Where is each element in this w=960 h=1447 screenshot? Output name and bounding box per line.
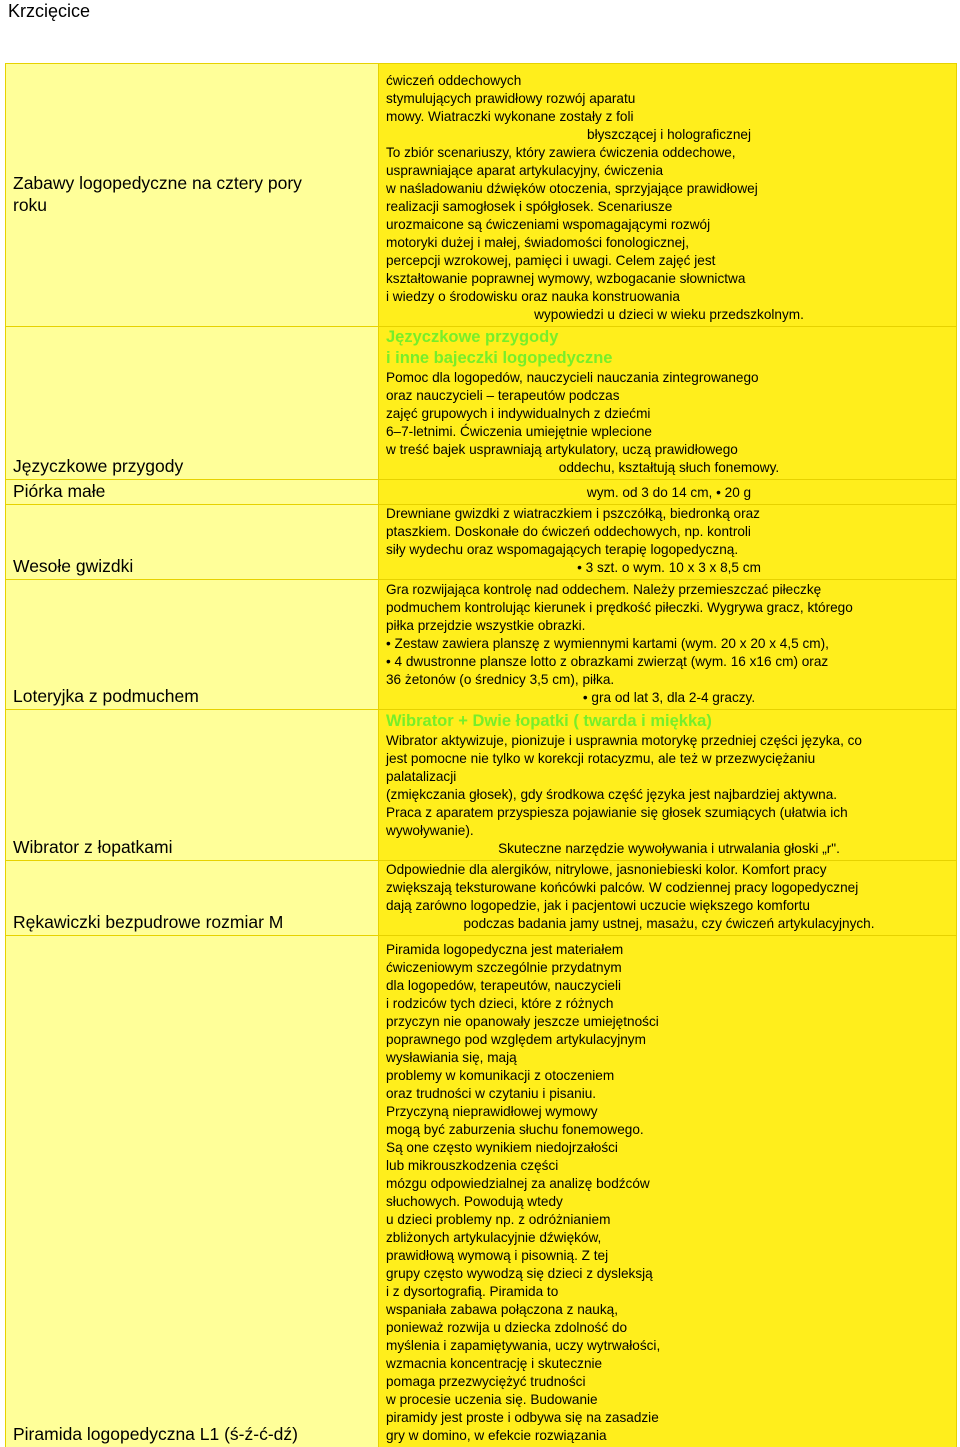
desc-line: 6–7-letnimi. Ćwiczenia umiejętnie wplecione (386, 424, 652, 439)
product-name-cell (6, 480, 379, 505)
desc-line: podczas badania jamy ustnej, masażu, czy ćwiczeń artykulacyjnych. (463, 916, 875, 931)
product-table (5, 63, 957, 1447)
desc-line: Skuteczne narzędzie wywoływania i utrwalania głoski „r". (498, 841, 840, 856)
desc-line: Pomoc dla logopedów, nauczycieli nauczania zintegrowanego (386, 370, 759, 385)
desc-line: wysławiania się, mają (386, 1050, 517, 1065)
product-name: Piramida logopedyczna L1 (ś-ź-ć-dź) (13, 1424, 298, 1444)
desc-line: zwiększają teksturowane końcówki palców. W codziennej pracy logopedycznej (386, 880, 859, 895)
desc-line: w treść bajek usprawniają artykulatory, uczą prawidłowego (386, 442, 738, 457)
desc-line: Drewniane gwizdki z wiatraczkiem i pszczółką, biedronką oraz (386, 506, 760, 521)
page-title: Krzcięcice (8, 1, 91, 21)
desc-line: jest pomocne nie tylko w korekcji rotacyzmu, ale też w przezwyciężaniu (386, 751, 816, 766)
product-description-cell (379, 480, 957, 505)
product-heading: Języczkowe przygody (386, 328, 559, 346)
desc-line: Piramida logopedyczna jest materiałem (386, 942, 624, 957)
desc-line: Przyczyną nieprawidłowej wymowy (386, 1104, 598, 1119)
product-description-cell (379, 64, 957, 327)
desc-line: oraz nauczycieli – terapeutów podczas (386, 388, 620, 403)
desc-line: i wiedzy o środowisku oraz nauka konstruowania (386, 289, 680, 304)
desc-line: ćwiczeniowym szczególnie przydatnym (386, 960, 622, 975)
table-row (6, 710, 957, 861)
desc-line: pomaga przezwyciężyć trudności (386, 1374, 586, 1389)
desc-line: stymulujących prawidłowy rozwój aparatu (386, 91, 636, 106)
desc-line: Gra rozwijająca kontrolę nad oddechem. Należy przemieszczać piłeczkę (386, 582, 822, 597)
desc-line: percepcji wzrokowej, pamięci i uwagi. Celem zajęć jest (386, 253, 716, 268)
desc-line: wzmacnia koncentrację i skutecznie (386, 1356, 603, 1371)
product-description-cell (379, 505, 957, 580)
product-name-cell (6, 861, 379, 936)
desc-line: błyszczącej i holograficznej (587, 127, 751, 142)
desc-line: mogą być zaburzenia słuchu fonemowego. (386, 1122, 644, 1137)
product-description-cell (379, 936, 957, 1447)
desc-line: i z dysortografią. Piramida to (386, 1284, 559, 1299)
desc-line: oraz trudności w czytaniu i pisaniu. (386, 1086, 597, 1101)
desc-line: myślenia i zapamiętywania, uczy wytrwałości, (386, 1338, 661, 1353)
desc-line: • Zestaw zawiera planszę z wymiennymi kartami (wym. 20 x 20 x 4,5 cm), (386, 636, 829, 651)
product-name-cell (6, 936, 379, 1447)
product-name-cell (6, 710, 379, 861)
product-name: Piórka małe (13, 481, 106, 501)
desc-line: Odpowiednie dla alergików, nitrylowe, jasnoniebieski kolor. Komfort pracy (386, 862, 827, 877)
desc-line: w naśladowaniu dźwięków otoczenia, sprzyjające prawidłowej (386, 181, 758, 196)
desc-line: kształtowanie poprawnej wymowy, wzbogacanie słownictwa (386, 271, 746, 286)
desc-line: mowy. Wiatraczki wykonane zostały z foli (386, 109, 634, 124)
desc-line: ponieważ rozwija u dziecka zdolność do (386, 1320, 628, 1335)
product-name: Wesołe gwizdki (13, 556, 134, 576)
table-row (6, 505, 957, 580)
product-name: Zabawy logopedyczne na cztery pory (13, 173, 302, 193)
desc-line: • 3 szt. o wym. 10 x 3 x 8,5 cm (577, 560, 761, 575)
desc-line: grupy często wywodzą się dzieci z dysleksją (386, 1266, 653, 1281)
desc-line: wypowiedzi u dzieci w wieku przedszkolnym. (534, 307, 804, 322)
desc-line: motoryki dużej i małej, świadomości fonologicznej, (386, 235, 689, 250)
desc-line: dają zarówno logopedzie, jak i pacjentowi uczucie większego komfortu (386, 898, 810, 913)
desc-line: ćwiczeń oddechowych (386, 73, 522, 88)
desc-line: piramidy jest proste i odbywa się na zasadzie (386, 1410, 659, 1425)
desc-line: problemy w komunikacji z otoczeniem (386, 1068, 615, 1083)
desc-line: • 4 dwustronne plansze lotto z obrazkami zwierząt (wym. 16 x16 cm) oraz (386, 654, 829, 669)
product-name: Rękawiczki bezpudrowe rozmiar M (13, 912, 284, 932)
product-name: Loteryjka z podmuchem (13, 686, 199, 706)
desc-line: gry w domino, w efekcie rozwiązania (386, 1428, 607, 1443)
desc-line: ptaszkiem. Doskonałe do ćwiczeń oddechowych, np. kontroli (386, 524, 751, 539)
table-row (6, 936, 957, 1447)
desc-line: i rodziców tych dzieci, które z różnych (386, 996, 614, 1011)
desc-line: usprawniające aparat artykulacyjny, ćwiczenia (386, 163, 664, 178)
desc-line: przyczyn nie opanowały jeszcze umiejętności (386, 1014, 659, 1029)
desc-line: realizacji samogłosek i spółgłosek. Scenariusze (386, 199, 673, 214)
desc-line: Są one często wynikiem niedojrzałości (386, 1140, 618, 1155)
desc-line: dla logopedów, terapeutów, nauczycieli (386, 978, 622, 993)
desc-line: oddechu, kształtują słuch fonemowy. (558, 460, 780, 475)
desc-line: zbliżonych artykulacyjnie dźwięków, (386, 1230, 602, 1245)
product-name: roku (13, 195, 48, 215)
desc-line: piłka przejdzie wszystkie obrazki. (386, 618, 586, 633)
product-name-cell (6, 580, 379, 710)
desc-line: urozmaicone są ćwiczeniami wspomagającymi rozwój (386, 217, 711, 232)
desc-line: Praca z aparatem przyspiesza pojawianie się głosek szumiących (ułatwia ich (386, 805, 848, 820)
product-name-cell (6, 327, 379, 480)
desc-line: prawidłową wymową i pisownią. Z tej (386, 1248, 609, 1263)
table-row (6, 480, 957, 505)
product-name: Wibrator z łopatkami (13, 837, 173, 857)
product-name: Języczkowe przygody (13, 456, 184, 476)
product-description-cell (379, 861, 957, 936)
desc-line: wspaniała zabawa połączona z nauką, (386, 1302, 619, 1317)
product-description-cell (379, 327, 957, 480)
product-description-cell (379, 710, 957, 861)
product-name-cell (6, 64, 379, 327)
desc-line: wym. od 3 do 14 cm, • 20 g (586, 485, 752, 500)
product-heading: i inne bajeczki logopedyczne (386, 349, 613, 367)
desc-line: wywoływanie). (386, 823, 474, 838)
desc-line: (zmiękczania głosek), gdy środkowa część języka jest najbardziej aktywna. (386, 787, 838, 802)
product-name-cell (6, 505, 379, 580)
desc-line: • gra od lat 3, dla 2-4 graczy. (582, 690, 756, 705)
desc-line: mózgu odpowiedzialnej za analizę bodźców (386, 1176, 650, 1191)
desc-line: palatalizacji (386, 769, 457, 784)
desc-line: 36 żetonów (o średnicy 3,5 cm), piłka. (386, 672, 615, 687)
table-row (6, 580, 957, 710)
desc-line: zajęć grupowych i indywidualnych z dziećmi (386, 406, 651, 421)
desc-line: poprawnego pod względem artykulacyjnym (386, 1032, 646, 1047)
desc-line: To zbiór scenariuszy, który zawiera ćwiczenia oddechowe, (386, 145, 736, 160)
table-row (6, 861, 957, 936)
product-heading: Wibrator + Dwie łopatki ( twarda i miękka) (386, 712, 712, 730)
table-row (6, 64, 957, 327)
desc-line: Wibrator aktywizuje, pionizuje i usprawnia motorykę przedniej części języka, co (386, 733, 862, 748)
product-description-cell (379, 580, 957, 710)
desc-line: podmuchem kontrolując kierunek i prędkość piłeczki. Wygrywa gracz, którego (386, 600, 853, 615)
desc-line: siły wydechu oraz wspomagających terapię logopedyczną. (386, 542, 739, 557)
desc-line: słuchowych. Powodują wtedy (386, 1194, 563, 1209)
desc-line: w procesie uczenia się. Budowanie (386, 1392, 598, 1407)
desc-line: u dzieci problemy np. z odróżnianiem (386, 1212, 611, 1227)
table-row (6, 327, 957, 480)
desc-line: lub mikrouszkodzenia części (386, 1158, 559, 1173)
